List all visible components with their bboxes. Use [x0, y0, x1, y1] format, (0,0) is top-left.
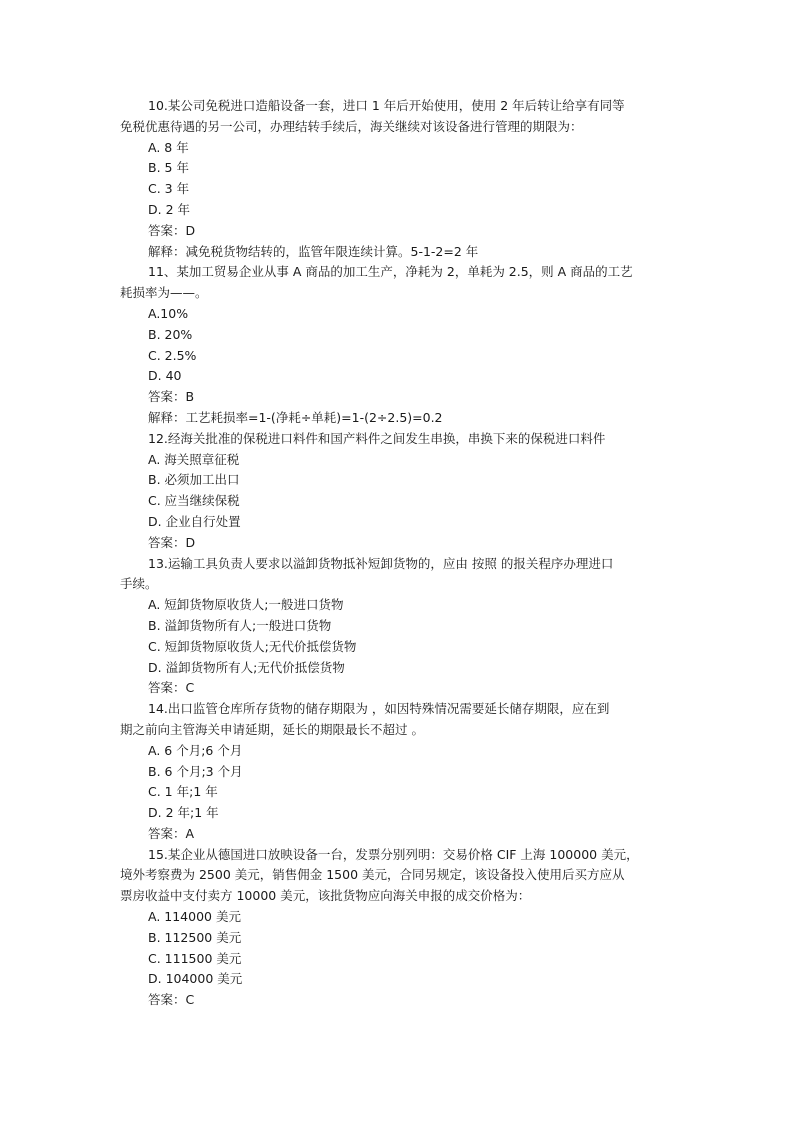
option-d: D. 104000 美元	[148, 971, 243, 987]
question-text: 15.某企业从德国进口放映设备一台，发票分别列明：交易价格 CIF 上海 100000 美元，	[148, 846, 639, 862]
question-15	[120, 845, 680, 1011]
option-a: A. 短卸货物原收货人;一般进口货物	[148, 597, 344, 613]
question-text: 11、某加工贸易企业从事 A 商品的加工生产，净耗为 2，单耗为 2.5，则 A 商品的工艺	[148, 264, 633, 280]
option-a: A. 114000 美元	[148, 909, 241, 925]
explanation: 解释：减免税货物结转的，监管年限连续计算。5-1-2=2 年	[148, 243, 479, 259]
option-a: A. 海关照章征税	[148, 451, 240, 467]
question-13	[120, 554, 680, 700]
answer: 答案：D	[148, 222, 196, 238]
option-b: B. 20%	[148, 326, 193, 342]
option-d: D. 2 年	[148, 201, 190, 217]
option-c: C. 应当继续保税	[148, 493, 240, 509]
option-c: C. 短卸货物原收货人;无代价抵偿货物	[148, 638, 357, 654]
question-text: 票房收益中支付卖方 10000 美元，该批货物应向海关申报的成交价格为：	[120, 888, 531, 904]
option-b: B. 5 年	[148, 160, 189, 176]
question-text: 12.经海关批准的保税进口料件和国产料件之间发生串换，串换下来的保税进口料件	[148, 430, 606, 446]
option-a: A. 6 个月;6 个月	[148, 742, 243, 758]
option-c: C. 2.5%	[148, 347, 197, 363]
option-c: C. 111500 美元	[148, 950, 242, 966]
explanation: 解释：工艺耗损率=1-(净耗÷单耗)=1-(2÷2.5)=0.2	[148, 409, 443, 425]
option-b: B. 6 个月;3 个月	[148, 763, 243, 779]
question-text: 免税优惠待遇的另一公司，办理结转手续后，海关继续对该设备进行管理的期限为：	[120, 118, 583, 134]
answer: 答案：D	[148, 534, 196, 550]
option-d: D. 2 年;1 年	[148, 805, 219, 821]
question-11	[120, 262, 680, 428]
question-text: 境外考察费为 2500 美元，销售佣金 1500 美元，合同另规定，该设备投入使用后买方应从	[120, 867, 625, 883]
document-page	[120, 96, 680, 1011]
option-d: D. 溢卸货物所有人;无代价抵偿货物	[148, 659, 345, 675]
answer: 答案：C	[148, 680, 195, 696]
option-d: D. 40	[148, 368, 182, 384]
option-b: B. 112500 美元	[148, 929, 242, 945]
question-text: 13.运输工具负责人要求以溢卸货物抵补短卸货物的，应由 按照 的报关程序办理进口	[148, 555, 614, 571]
option-b: B. 溢卸货物所有人;一般进口货物	[148, 617, 332, 633]
question-text: 10.某公司免税进口造船设备一套，进口 1 年后开始使用，使用 2 年后转让给享有同等	[148, 98, 625, 113]
answer: 答案：A	[148, 825, 195, 841]
option-b: B. 必须加工出口	[148, 472, 240, 488]
option-a: A.10%	[148, 305, 189, 321]
option-c: C. 3 年	[148, 181, 190, 197]
answer: 答案：B	[148, 389, 195, 405]
answer: 答案：C	[148, 992, 195, 1008]
question-text: 14.出口监管仓库所存货物的储存期限为 ，如因特殊情况需要延长储存期限，应在到	[148, 701, 610, 717]
question-14	[120, 699, 680, 845]
option-d: D. 企业自行处置	[148, 513, 241, 529]
question-text: 期之前向主管海关申请延期，延长的期限最长不超过 。	[120, 721, 424, 737]
question-text: 手续。	[120, 576, 158, 592]
option-c: C. 1 年;1 年	[148, 784, 218, 800]
option-a: A. 8 年	[148, 139, 189, 155]
question-10	[120, 96, 680, 262]
question-12	[120, 429, 680, 554]
question-text: 耗损率为——。	[120, 285, 208, 301]
